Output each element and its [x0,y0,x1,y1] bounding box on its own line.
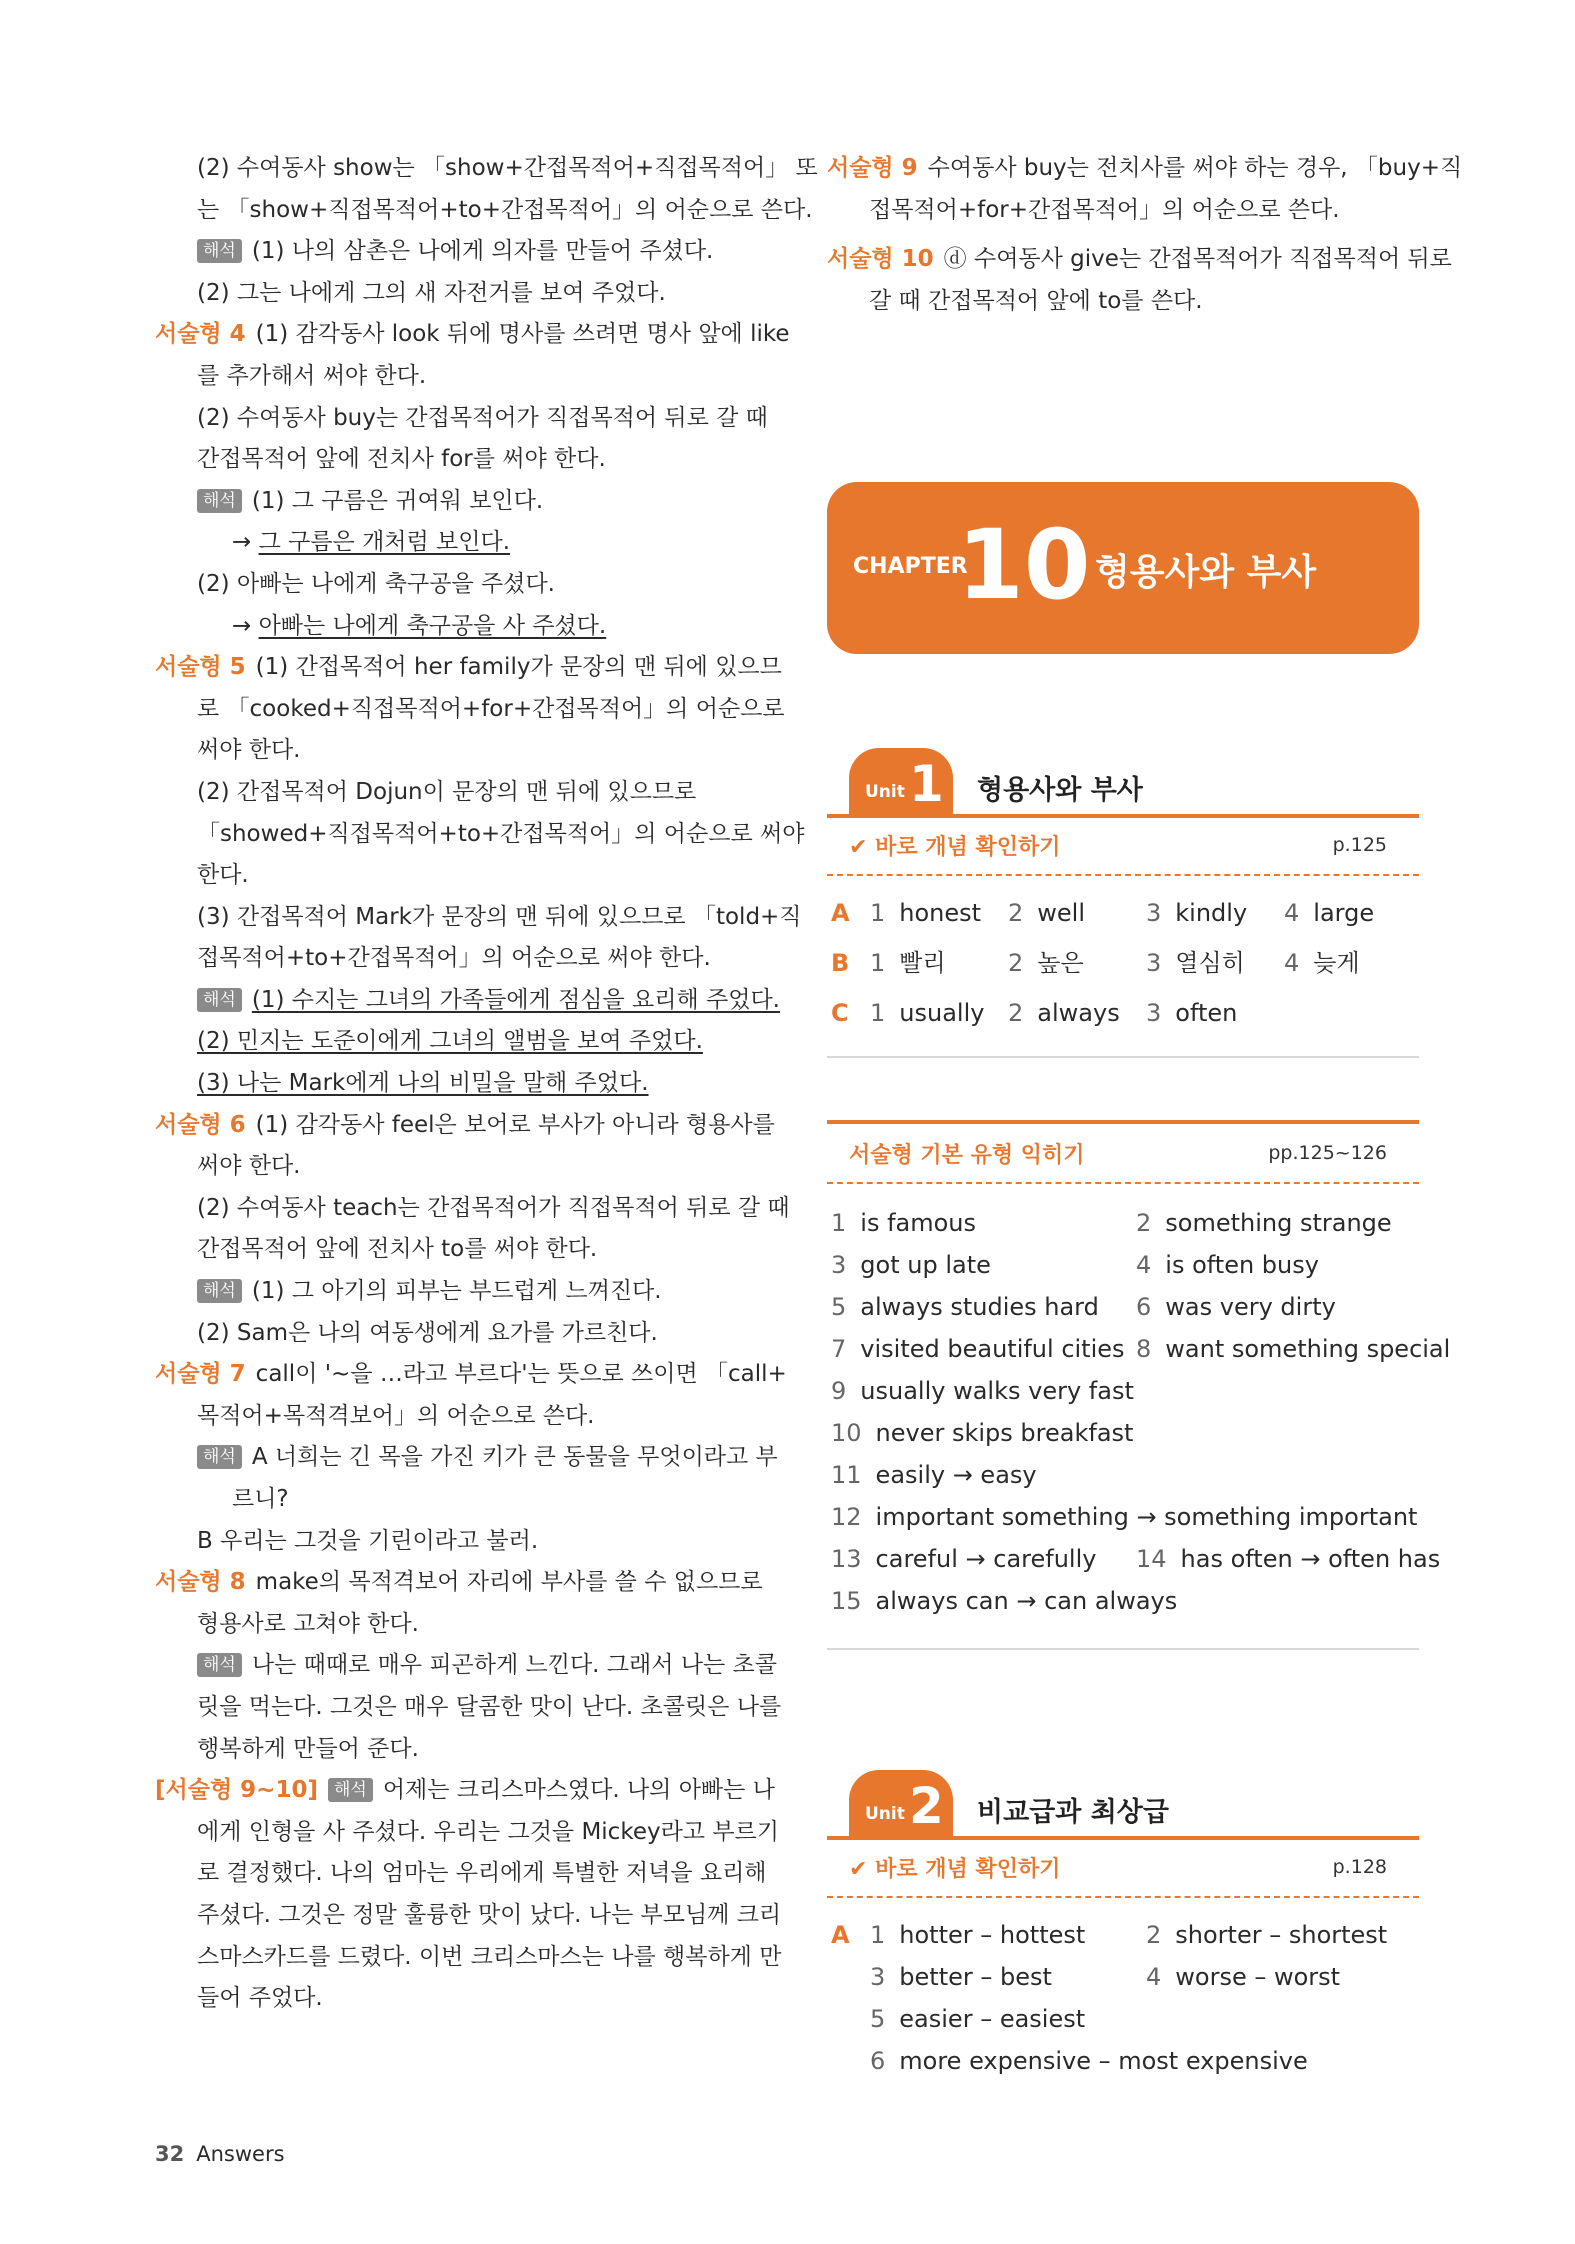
translation-tag: 해석 [197,489,242,513]
chapter-title: 형용사와 부사 [1095,552,1317,593]
exercise-label: 서술형 5 [155,654,246,681]
footer-label: Answers [196,2142,285,2166]
text-line: 써야 한다. [197,737,301,764]
translation-tag: 해석 [197,988,242,1012]
exercise-heading: 서술형 6 (1) 감각동사 feel은 보어로 부사가 아니라 형용사를 [155,1111,775,1138]
exercise-label: 서술형 8 [155,1569,246,1596]
divider [827,1120,1419,1124]
unit-2-header [827,1770,1419,1840]
exercise-label: 서술형 6 [155,1111,246,1138]
text-line: 주셨다. 그것은 정말 훌륭한 맛이 났다. 나는 부모님께 크리 [197,1901,782,1928]
page-reference: pp.125~126 [1268,1142,1387,1164]
text-line: → 그 구름은 개처럼 보인다. [232,529,511,556]
text-line: 한다. [197,862,249,889]
text-line: → 아빠는 나에게 축구공을 사 주셨다. [232,612,607,639]
page-reference: p.125 [1332,834,1387,856]
check-icon: ✔ [849,1857,868,1882]
text-line: (2) 수여동사 buy는 간접목적어가 직접목적어 뒤로 갈 때 [197,404,768,431]
page-number: 32 [155,2142,185,2166]
text-line: 간접목적어 앞에 전치사 to를 써야 한다. [197,1236,598,1263]
text-line: (3) 나는 Mark에게 나의 비밀을 말해 주었다. [197,1070,649,1097]
exercise-label: 서술형 4 [155,321,246,348]
section-title: ✔ 바로 개념 확인하기 [849,835,1061,860]
text-line: (2) 수여동사 show는 「show+간접목적어+직접목적어」 또 [197,155,818,181]
page-footer [155,2142,285,2166]
text-line: 행복하게 만들어 준다. [197,1735,419,1762]
chapter-number: 10 [957,509,1091,621]
text-line: 해석 A 너희는 긴 목을 가진 키가 큰 동물을 무엇이라고 부 [155,1437,750,1479]
unit-2-section-header [827,1842,1419,1898]
exercise-label: 서술형 9 [827,155,918,181]
text-line: 접목적어+for+간접목적어」의 어순으로 쓴다. [869,196,1340,223]
text-line: 는 「show+직접목적어+to+간접목적어」의 어순으로 쓴다. [197,196,813,223]
check-icon: ✔ [849,835,868,860]
exercise-label: [서술형 9~10] [155,1777,318,1804]
text-line: (2) 수여동사 teach는 간접목적어가 직접목적어 뒤로 갈 때 [197,1194,790,1221]
text-line: (2) 그는 나에게 그의 새 자전거를 보여 주었다. [197,279,666,306]
page-reference: p.128 [1332,1856,1387,1878]
basic-section-header [827,1128,1419,1184]
chapter-banner [827,482,1419,654]
text-line: 형용사로 고쳐야 한다. [197,1610,419,1637]
unit-title: 형용사와 부사 [977,775,1143,806]
exercise-heading: 서술형 4 (1) 감각동사 look 뒤에 명사를 쓰려면 명사 앞에 like [155,321,790,348]
text-line: 를 추가해서 써야 한다. [197,362,427,389]
text-line: (2) 간접목적어 Dojun이 문장의 맨 뒤에 있으므로 [197,778,697,805]
text-line: (3) 간접목적어 Mark가 문장의 맨 뒤에 있으므로 「told+직 [197,903,802,930]
translation-tag: 해석 [197,239,242,263]
unit-title: 비교급과 최상급 [977,1797,1169,1828]
divider [827,1648,1419,1650]
left-column [155,148,818,2020]
text-line: 해석 (1) 수지는 그녀의 가족들에게 점심을 요리해 주었다. [155,980,750,1022]
exercise-heading: [서술형 9~10] 해석 어제는 크리스마스였다. 나의 아빠는 나 [155,1777,775,1804]
text-line: 갈 때 간접목적어 앞에 to를 쓴다. [869,287,1203,314]
text-line: 해석 (1) 그 아기의 피부는 부드럽게 느껴진다. [155,1271,750,1313]
text-line: B 우리는 그것을 기린이라고 불러. [197,1527,539,1554]
exercise-heading: 서술형 7 call이 '~을 …라고 부르다'는 뜻으로 쓰이면 「call+ [155,1361,787,1388]
text-line: 목적어+목적격보어」의 어순으로 쓴다. [197,1402,595,1429]
text-line: 「showed+직접목적어+to+간접목적어」의 어순으로 써야 [197,820,805,847]
section-title: 서술형 기본 유형 익히기 [849,1143,1085,1168]
exercise-heading: 서술형 10 ⓓ 수여동사 give는 간접목적어가 직접목적어 뒤로 [827,246,1452,273]
exercise-label: 서술형 10 [827,246,934,273]
exercise-label: 서술형 7 [155,1361,246,1388]
text-line: 로 결정했다. 나의 엄마는 우리에게 특별한 저녁을 요리해 [197,1860,767,1887]
text-line: 간접목적어 앞에 전치사 for를 써야 한다. [197,446,606,473]
text-line: (2) Sam은 나의 여동생에게 요가를 가르친다. [197,1319,658,1346]
text-line: 해석 (1) 그 구름은 귀여워 보인다. [155,481,750,523]
text-line: 접목적어+to+간접목적어」의 어순으로 써야 한다. [197,945,711,972]
chapter-word: CHAPTER [853,554,968,579]
translation-tag: 해석 [197,1279,242,1303]
unit-tab: Unit 2 [849,1770,953,1840]
unit-tab: Unit 1 [849,748,953,818]
exercise-heading: 서술형 5 (1) 간접목적어 her family가 문장의 맨 뒤에 있으므 [155,654,782,681]
text-line: 스마스카드를 드렸다. 이번 크리스마스는 나를 행복하게 만 [197,1943,782,1970]
text-line: 해석 (1) 나의 삼촌은 나에게 의자를 만들어 주셨다. [155,231,750,273]
text-line: 르니? [232,1486,289,1512]
text-line: 써야 한다. [197,1153,301,1180]
right-column-notes [827,148,1463,322]
text-line: 로 「cooked+직접목적어+for+간접목적어」의 어순으로 [197,695,785,722]
text-line: 릿을 먹는다. 그것은 매우 달콤한 맛이 난다. 초콜릿은 나를 [197,1693,782,1720]
text-line: 들어 주었다. [197,1985,323,2012]
translation-tag: 해석 [197,1653,242,1677]
text-line: (2) 아빠는 나에게 축구공을 주셨다. [197,570,555,597]
text-line: 해석 나는 때때로 매우 피곤하게 느낀다. 그래서 나는 초콜 [155,1645,750,1687]
unit-1-header [827,748,1419,818]
text-line: (2) 민지는 도준이에게 그녀의 앨범을 보여 주었다. [197,1028,703,1055]
section-title: ✔ 바로 개념 확인하기 [849,1857,1061,1882]
text-line: 에게 인형을 사 주셨다. 우리는 그것을 Mickey라고 부르기 [197,1818,779,1845]
translation-tag: 해석 [328,1778,373,1802]
divider [827,1056,1419,1058]
unit-1-section-header [827,820,1419,876]
exercise-heading: 서술형 8 make의 목적격보어 자리에 부사를 쓸 수 없으므로 [155,1569,763,1596]
translation-tag: 해석 [197,1445,242,1469]
exercise-heading: 서술형 9 수여동사 buy는 전치사를 써야 하는 경우, 「buy+직 [827,155,1463,181]
